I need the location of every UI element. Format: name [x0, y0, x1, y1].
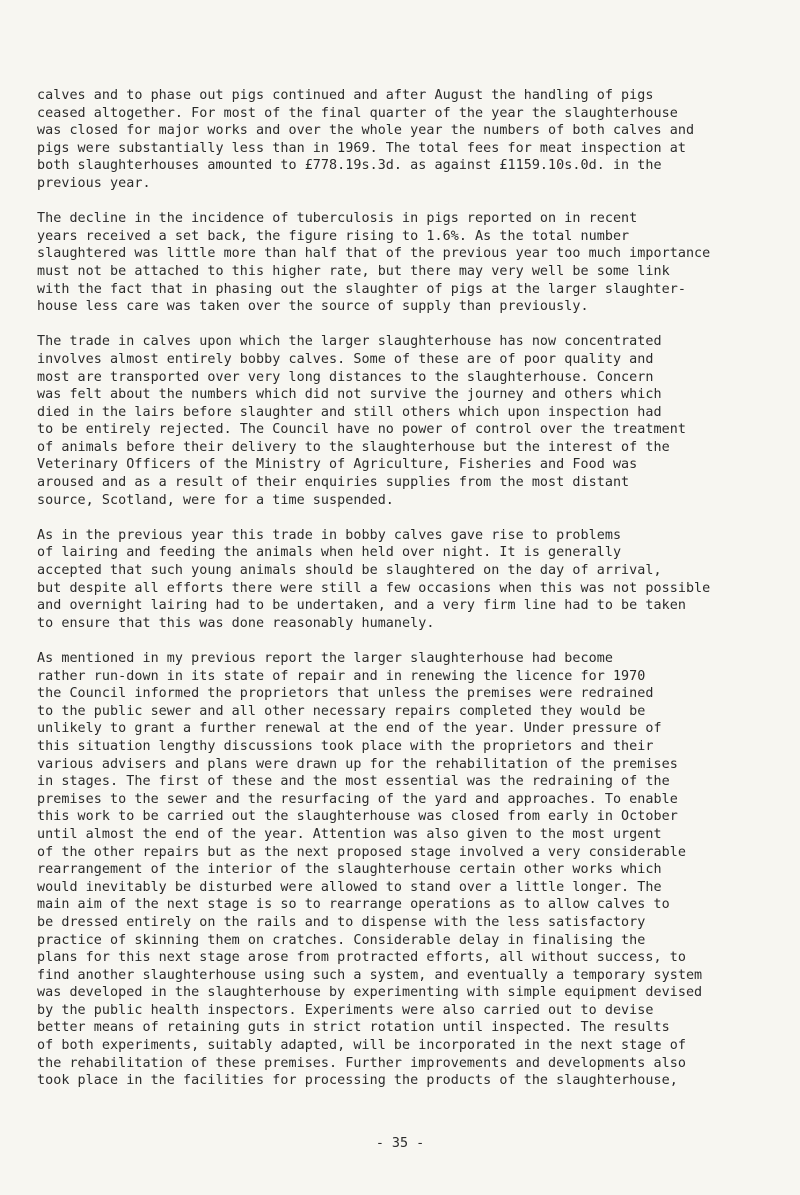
- page-number: - 35 -: [375, 1136, 425, 1151]
- text-line: and overnight lairing had to be undertaken, and a very firm line had to be taken: [37, 598, 686, 614]
- text-line: of lairing and feeding the animals when held over night. It is generally: [37, 545, 622, 561]
- text-line: As mentioned in my previous report the larger slaughterhouse had become: [37, 651, 613, 666]
- text-line: would inevitably be disturbed were allowed to stand over a little longer. The: [37, 879, 662, 895]
- text-line: involves almost entirely bobby calves. Some of these are of poor quality and: [37, 351, 654, 367]
- text-line: to be entirely rejected. The Council have no power of control over the treatment: [37, 422, 686, 438]
- text-line: in stages. The first of these and the most essential was the redraining of the: [37, 774, 670, 790]
- text-line: with the fact that in phasing out the slaughter of pigs at the larger slaughter-: [37, 281, 686, 297]
- text-line: The trade in calves upon which the larger slaughterhouse has now concentrated: [37, 334, 662, 350]
- text-line: the Council informed the proprietors that unless the premises were redrained: [37, 686, 654, 702]
- text-line: As in the previous year this trade in bobby calves gave rise to problems: [37, 527, 622, 543]
- text-line: accepted that such young animals should be slaughtered on the day of arrival,: [37, 563, 662, 579]
- text-line: be dressed entirely on the rails and to dispense with the less satisfactory: [37, 914, 646, 930]
- text-line: Veterinary Officers of the Ministry of Agriculture, Fisheries and Food was: [37, 457, 638, 473]
- text-line: unlikely to grant a further renewal at the end of the year. Under pressure of: [37, 721, 662, 737]
- text-line: was closed for major works and over the whole year the numbers of both calves and: [37, 123, 695, 139]
- paragraph: [37, 210, 797, 316]
- text-line: aroused and as a result of their enquiries supplies from the most distant: [37, 475, 630, 491]
- text-line: years received a set back, the figure rising to 1.6%. As the total number: [37, 228, 630, 244]
- text-line: of animals before their delivery to the slaughterhouse but the interest of the: [37, 439, 670, 455]
- text-line: died in the lairs before slaughter and still others which upon inspection had: [37, 404, 662, 420]
- text-line: this work to be carried out the slaughterhouse was closed from early in October: [37, 809, 678, 825]
- text-line: of the other repairs but as the next proposed stage involved a very considerable: [37, 844, 686, 860]
- paragraph: [37, 650, 797, 1090]
- text-line: practice of skinning them on cratches. Considerable delay in finalising the: [37, 932, 646, 948]
- text-line: to the public sewer and all other necessary repairs completed they would be: [37, 703, 646, 719]
- text-line: calves and to phase out pigs continued and after August the handling of pigs: [37, 88, 654, 103]
- text-line: but despite all efforts there were still a few occasions when this was not possible: [37, 580, 711, 596]
- text-line: was felt about the numbers which did not survive the journey and others which: [37, 387, 662, 403]
- paragraph: [37, 333, 797, 509]
- text-line: the rehabilitation of these premises. Further improvements and developments also: [37, 1055, 686, 1071]
- text-line: by the public health inspectors. Experiments were also carried out to devise: [37, 1002, 654, 1018]
- body-text: [37, 87, 797, 1107]
- text-line: must not be attached to this higher rate, but there may very well be some link: [37, 263, 670, 279]
- text-line: this situation lengthy discussions took place with the proprietors and their: [37, 738, 654, 754]
- text-line: rather run-down in its state of repair and in renewing the licence for 1970: [37, 668, 646, 684]
- text-line: find another slaughterhouse using such a system, and eventually a temporary system: [37, 967, 703, 983]
- text-line: to ensure that this was done reasonably humanely.: [37, 615, 435, 631]
- text-line: previous year.: [37, 175, 151, 191]
- text-line: took place in the facilities for processing the products of the slaughterhouse,: [37, 1073, 678, 1089]
- text-line: house less care was taken over the source of supply than previously.: [37, 299, 589, 315]
- text-line: rearrangement of the interior of the slaughterhouse certain other works which: [37, 862, 662, 878]
- text-line: until almost the end of the year. Attention was also given to the most urgent: [37, 826, 662, 842]
- text-line: pigs were substantially less than in 1969. The total fees for meat inspection at: [37, 140, 686, 156]
- text-line: premises to the sewer and the resurfacing of the yard and approaches. To enable: [37, 791, 678, 807]
- text-line: both slaughterhouses amounted to £778.19s.3d. as against £1159.10s.0d. in the: [37, 158, 662, 174]
- text-line: most are transported over very long distances to the slaughterhouse. Concern: [37, 369, 654, 385]
- text-line: of both experiments, suitably adapted, will be incorporated in the next stage of: [37, 1038, 686, 1054]
- text-line: source, Scotland, were for a time suspended.: [37, 492, 394, 508]
- text-line: plans for this next stage arose from protracted efforts, all without success, to: [37, 950, 686, 966]
- text-line: main aim of the next stage is so to rearrange operations as to allow calves to: [37, 897, 670, 913]
- text-line: The decline in the incidence of tuberculosis in pigs reported on in recent: [37, 211, 638, 227]
- paragraph: [37, 527, 797, 633]
- text-line: better means of retaining guts in strict rotation until inspected. The results: [37, 1020, 670, 1036]
- text-line: ceased altogether. For most of the final quarter of the year the slaughterhouse: [37, 105, 678, 121]
- text-line: slaughtered was little more than half that of the previous year too much importance: [37, 246, 711, 262]
- text-line: was developed in the slaughterhouse by experimenting with simple equipment devised: [37, 985, 703, 1001]
- paragraph: [37, 87, 797, 193]
- text-line: various advisers and plans were drawn up for the rehabilitation of the premises: [37, 756, 678, 772]
